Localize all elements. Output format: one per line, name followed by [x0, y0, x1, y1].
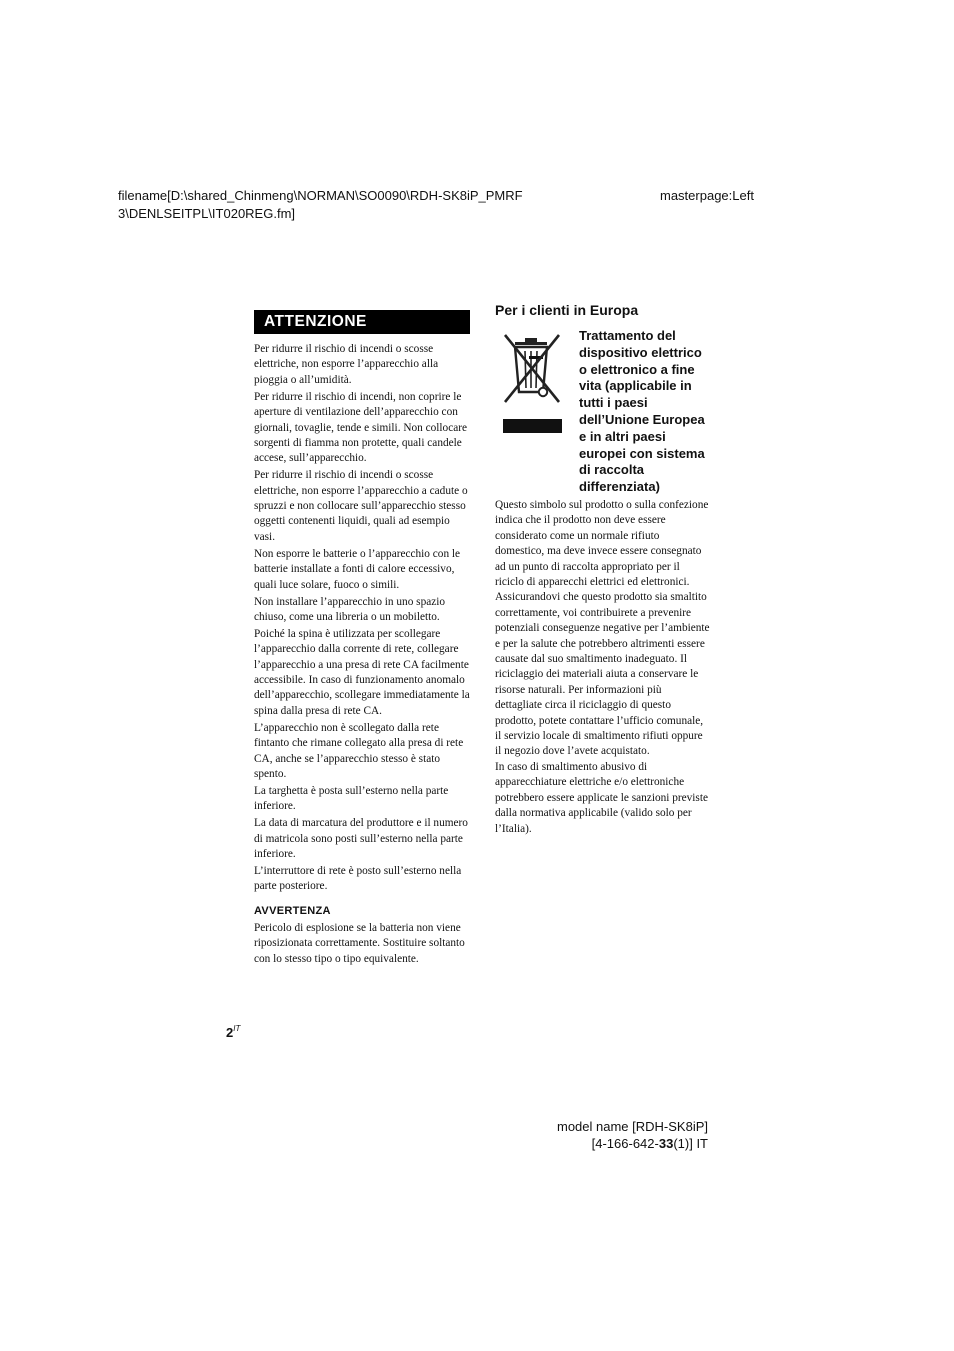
attenzione-banner: ATTENZIONE	[254, 310, 470, 334]
paragraph: La targhetta è posta sull’esterno nella parte inferiore.	[254, 784, 449, 813]
page-number-value: 2	[226, 1025, 234, 1040]
paragraph: Per ridurre il rischio di incendi o scosse elettriche, non esporre l’apparecchio alla pioggia o all’umidità.	[254, 343, 439, 386]
part-number-bold: 33	[658, 1136, 674, 1151]
paragraph: Non esporre le batterie o l’apparecchio con le batterie installate a fonti di calore eccessivo, quali luce solare, fuoco o simili.	[254, 547, 461, 591]
page-number	[226, 1025, 240, 1040]
attenzione-paragraphs	[254, 342, 470, 895]
model-info	[557, 1118, 708, 1152]
left-column	[254, 310, 470, 967]
weee-title: Trattamento del dispositivo elettrico o elettronico a fine vita (applicabile in tutti i paesi dell’Unione Europea e in altri paesi europei con sistema di raccolta differenziata)	[579, 328, 705, 495]
paragraph: Per ridurre il rischio di incendi o scosse elettriche, non esporre l’apparecchio a cadute o spruzzi e non collocare sull’apparecchio stesso oggetti contenenti liquidi, quali ad esempio vasi.	[254, 469, 468, 543]
paragraph: L’interruttore di rete è posto sull’esterno nella parte posteriore.	[254, 864, 462, 893]
avvertenza-heading: AVVERTENZA	[254, 904, 331, 917]
part-number	[557, 1135, 708, 1152]
paragraph: Per ridurre il rischio di incendi, non coprire le aperture di ventilazione dell’apparecchio con giornali, tovaglie, tende e simili. Non collocare sorgenti di fiamma non protette, quali candele accese, sull’apparecchio.	[254, 390, 468, 465]
part-number-prefix: [4-166-642-	[591, 1136, 659, 1151]
filename-header: filename[D:\shared_Chinmeng\NORMAN\SO0090\RDH-SK8iP_PMRF 3\DENLSEITPL\IT020REG.fm]	[118, 188, 523, 221]
paragraph: Non installare l’apparecchio in uno spazio chiuso, come una libreria o un mobiletto.	[254, 595, 446, 623]
model-name: model name [RDH-SK8iP]	[557, 1119, 708, 1134]
page-number-suffix: IT	[233, 1024, 241, 1033]
paragraph: In caso di smaltimento abusivo di apparecchiature elettriche e/o elettroniche potrebbero essere applicate le sanzioni previste dalla normativa applicabile (valido solo per l’Italia).	[495, 760, 708, 835]
paragraph: L’apparecchio non è scollegato dalla rete fintanto che rimane collegato alla presa di rete CA, anche se l’apparecchio stesso è stato spento.	[254, 721, 464, 780]
paragraph: La data di marcatura del produttore e il numero di matricola sono posti sull’esterno nella parte inferiore.	[254, 817, 468, 860]
weee-paragraphs	[495, 498, 710, 837]
crossed-out-wheeled-bin-icon	[495, 332, 569, 443]
avvertenza-text: Pericolo di esplosione se la batteria non viene riposizionata correttamente. Sostituire soltanto con lo stesso tipo o tipo equivalente.	[254, 921, 465, 965]
paragraph: Questo simbolo sul prodotto o sulla confezione indica che il prodotto non deve essere considerato come un normale rifiuto domestico, ma deve invece essere consegnato ad un punto di raccolta appropriato per il riciclo di apparecchi elettrici ed elettronici. Assicurandovi che questo prodotto sia smaltito correttamente, voi contribuirete a prevenire potenziali conseguenze negative per l’ambiente e per la salute che potrebbero altrimenti essere causate dal suo smaltimento inadeguato. Il riciclaggio dei materiali aiuta a conservare le risorse naturali. Per informazioni più dettagliate circa il riciclaggio di questo prodotto, potete contattare l’ufficio comunale, il servizio locale di smaltimento rifiuti oppure il negozio dove l’avete acquistato.	[495, 498, 710, 758]
right-column	[495, 302, 710, 837]
weee-block	[495, 328, 710, 496]
europe-section-title: Per i clienti in Europa	[495, 302, 639, 318]
paragraph: Poiché la spina è utilizzata per scollegare l’apparecchio dalla corrente di rete, collegare l’apparecchio a una presa di rete CA facilmente accessibile. In caso di funzionamento anomalo dell’apparecchio, scollegare immediatamente la spina dalla presa di rete CA.	[254, 627, 470, 717]
part-number-suffix: (1)] IT	[673, 1136, 708, 1151]
masterpage-header: masterpage:Left	[660, 188, 754, 203]
